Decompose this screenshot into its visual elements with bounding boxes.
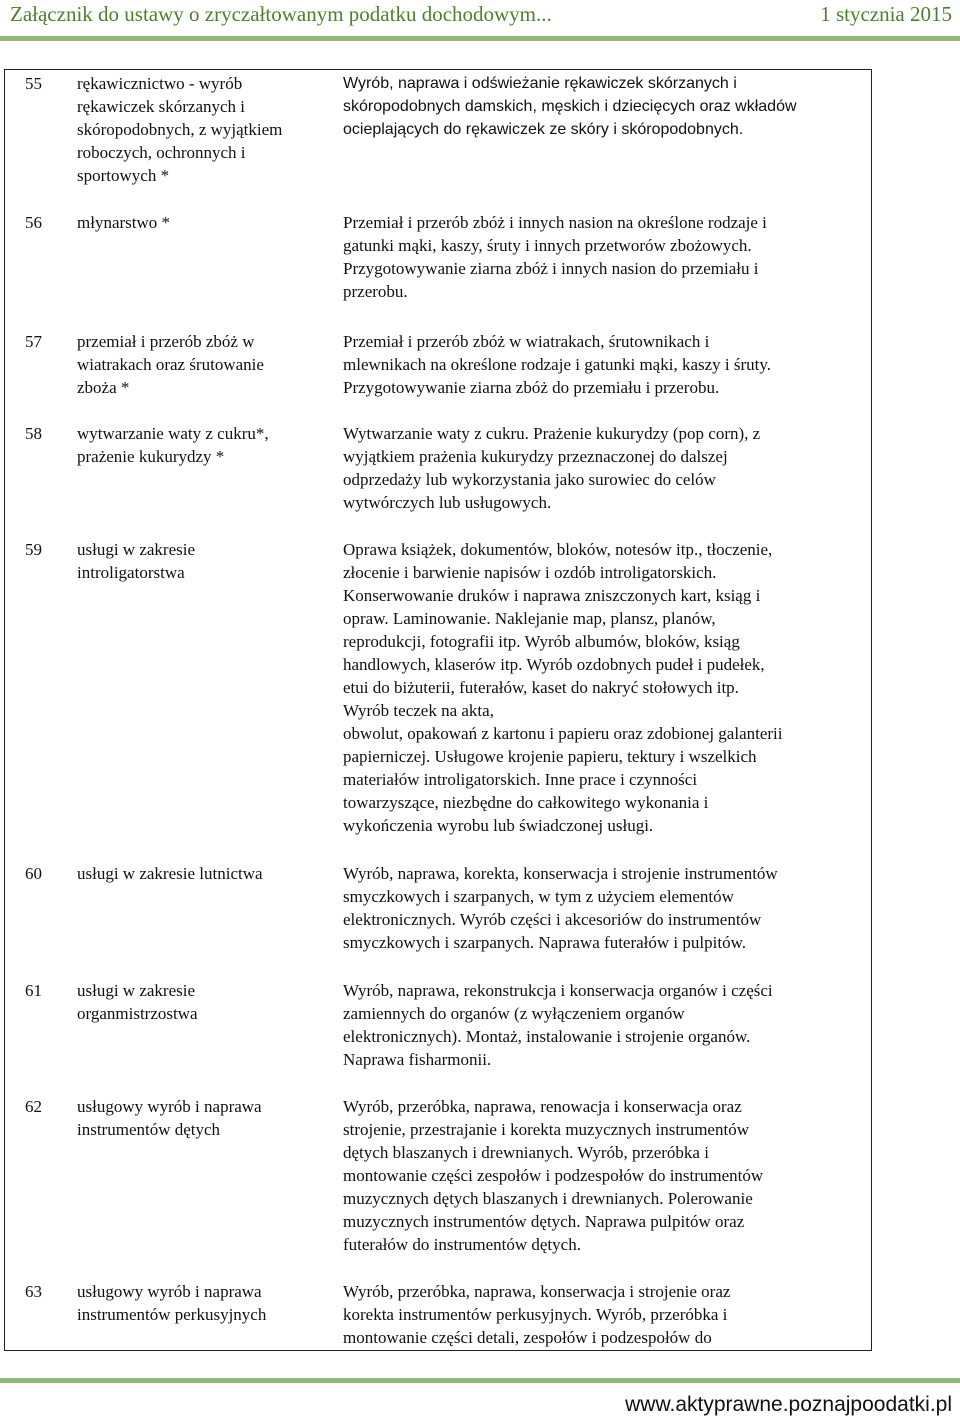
- activity-description: [343, 1280, 869, 1349]
- activity-name: [77, 862, 317, 885]
- row-number: 55: [25, 74, 42, 93]
- description-line: Naprawa fisharmonii.: [343, 1050, 492, 1069]
- document-date: 1 stycznia 2015: [820, 2, 952, 26]
- description-line: korekta instrumentów perkusyjnych. Wyrób, przeróbka i: [343, 1305, 728, 1324]
- description-line: zamiennych do organów (z wyłączeniem organów: [343, 1004, 685, 1023]
- description-line: elektronicznych). Montaż, instalowanie i strojenie organów.: [343, 1027, 751, 1046]
- activity-name: [77, 330, 317, 399]
- activity-name: [77, 422, 317, 468]
- activity-name: [77, 211, 317, 234]
- name-line: usługowy wyrób i naprawa: [77, 1282, 262, 1301]
- activity-description: [343, 330, 869, 399]
- row-number: 61: [25, 981, 42, 1000]
- page-footer: [0, 1378, 960, 1423]
- description-line: reprodukcji, fotografii itp. Wyrób albumów, bloków, ksiąg: [343, 632, 740, 651]
- description-line: futerałów do instrumentów dętych.: [343, 1235, 581, 1254]
- activity-description: [343, 862, 869, 954]
- description-line: montowanie części zespołów i podzespołów do instrumentów: [343, 1166, 764, 1185]
- description-line: strojenie, przestrajanie i korekta muzycznych instrumentów: [343, 1120, 749, 1139]
- name-line: usługi w zakresie: [77, 981, 196, 1000]
- row-number: 62: [25, 1097, 42, 1116]
- activity-description: [343, 72, 869, 141]
- description-line: Przygotowywanie ziarna zbóż i innych nasion do przemiału i: [343, 259, 759, 278]
- activity-description: [343, 538, 869, 837]
- description-line: Wyrób, przeróbka, naprawa, konserwacja i strojenie oraz: [343, 1282, 731, 1301]
- name-line: zboża *: [77, 378, 130, 397]
- row-number: 59: [25, 540, 42, 559]
- document-title: Załącznik do ustawy o zryczałtowanym podatku dochodowym...: [10, 2, 552, 26]
- activity-description: [343, 979, 869, 1071]
- description-line: Przygotowywanie ziarna zbóż do przemiału i przerobu.: [343, 378, 720, 397]
- activity-name: [77, 1095, 317, 1141]
- description-line: muzycznych dętych blaszanych i drewnianych. Polerowanie: [343, 1189, 753, 1208]
- description-line: złocenie i barwienie napisów i ozdób introligatorskich.: [343, 563, 717, 582]
- name-line: sportowych *: [77, 166, 170, 185]
- name-line: introligatorstwa: [77, 563, 185, 582]
- name-line: organmistrzostwa: [77, 1004, 198, 1023]
- name-line: rękawicznictwo - wyrób: [77, 74, 243, 93]
- description-line: wytwórczych lub usługowych.: [343, 493, 552, 512]
- description-line: przerobu.: [343, 282, 408, 301]
- description-line: opraw. Laminowanie. Naklejanie map, plansz, planów,: [343, 609, 716, 628]
- description-line: etui do biżuterii, futerałów, kaset do nakryć stołowych itp.: [343, 678, 739, 697]
- description-line: Wyrób, naprawa, rekonstrukcja i konserwacja organów i części: [343, 981, 773, 1000]
- description-line: elektronicznych. Wyrób części i akcesoriów do instrumentów: [343, 910, 762, 929]
- description-line: papierniczej. Usługowe krojenie papieru, tektury i wszelkich: [343, 747, 757, 766]
- name-line: rękawiczek skórzanych i: [77, 97, 246, 116]
- name-line: przemiał i przerób zbóż w: [77, 332, 255, 351]
- description-line: odprzedaży lub wykorzystania jako surowiec do celów: [343, 470, 716, 489]
- description-line: towarzyszące, niezbędne do całkowitego wykonania i: [343, 793, 709, 812]
- description-line: smyczkowych i szarpanych. Naprawa futerałów i pulpitów.: [343, 933, 746, 952]
- description-line: Przemiał i przerób zbóż w wiatrakach, śrutownikach i: [343, 332, 710, 351]
- description-line: ocieplających do rękawiczek ze skóry i skóropodobnych.: [343, 121, 744, 138]
- name-line: usługowy wyrób i naprawa: [77, 1097, 262, 1116]
- row-number: 60: [25, 864, 42, 883]
- activity-name: [77, 72, 317, 187]
- description-line: Oprawa książek, dokumentów, bloków, notesów itp., tłoczenie,: [343, 540, 773, 559]
- activity-table: [4, 69, 872, 1351]
- description-line: gatunki mąki, kaszy, śruty i innych przetworów zbożowych.: [343, 236, 752, 255]
- activity-name: [77, 979, 317, 1025]
- description-line: muzycznych instrumentów dętych. Naprawa pulpitów oraz: [343, 1212, 745, 1231]
- row-number: 57: [25, 332, 42, 351]
- name-line: skóropodobnych, z wyjątkiem: [77, 120, 283, 139]
- description-line: montowanie części detali, zespołów i podzespołów do: [343, 1328, 712, 1347]
- name-line: roboczych, ochronnych i: [77, 143, 246, 162]
- activity-description: [343, 211, 869, 303]
- name-line: wytwarzanie waty z cukru*,: [77, 424, 269, 443]
- activity-description: [343, 422, 869, 514]
- description-line: Wyrób teczek na akta,: [343, 701, 494, 720]
- description-line: obwolut, opakowań z kartonu i papieru oraz zdobionej galanterii: [343, 724, 783, 743]
- activity-name: [77, 538, 317, 584]
- name-line: wiatrakach oraz śrutowanie: [77, 355, 264, 374]
- name-line: usługi w zakresie: [77, 540, 196, 559]
- description-line: smyczkowych i szarpanych, w tym z użyciem elementów: [343, 887, 734, 906]
- activity-description: [343, 1095, 869, 1256]
- description-line: handlowych, klaserów itp. Wyrób ozdobnych pudeł i pudełek,: [343, 655, 765, 674]
- description-line: wykończenia wyrobu lub świadczonej usługi.: [343, 816, 654, 835]
- row-number: 58: [25, 424, 42, 443]
- description-line: dętych blaszanych i drewnianych. Wyrób, przeróbka i: [343, 1143, 709, 1162]
- description-line: mlewnikach na określone rodzaje i gatunki mąki, kaszy i śruty.: [343, 355, 772, 374]
- description-line: Wyrób, naprawa, korekta, konserwacja i strojenie instrumentów: [343, 864, 778, 883]
- description-line: Konserwowanie druków i naprawa zniszczonych kart, ksiąg i: [343, 586, 761, 605]
- description-line: Wytwarzanie waty z cukru. Prażenie kukurydzy (pop corn), z: [343, 424, 761, 443]
- description-line: Wyrób, naprawa i odświeżanie rękawiczek skórzanych i: [343, 75, 737, 92]
- description-line: wyjątkiem prażenia kukurydzy przeznaczonej do dalszej: [343, 447, 728, 466]
- description-line: materiałów introligatorskich. Inne prace i czynności: [343, 770, 698, 789]
- footer-url: www.aktyprawne.poznajpoodatki.pl: [625, 1393, 952, 1416]
- name-line: instrumentów dętych: [77, 1120, 221, 1139]
- description-line: Wyrób, przeróbka, naprawa, renowacja i konserwacja oraz: [343, 1097, 742, 1116]
- description-line: Przemiał i przerób zbóż i innych nasion na określone rodzaje i: [343, 213, 767, 232]
- row-number: 56: [25, 213, 42, 232]
- name-line: usługi w zakresie lutnictwa: [77, 864, 263, 883]
- name-line: instrumentów perkusyjnych: [77, 1305, 267, 1324]
- name-line: prażenie kukurydzy *: [77, 447, 225, 466]
- row-number: 63: [25, 1282, 42, 1301]
- description-line: skóropodobnych damskich, męskich i dziecięcych oraz wkładów: [343, 98, 797, 115]
- name-line: młynarstwo *: [77, 213, 171, 232]
- activity-name: [77, 1280, 317, 1326]
- page-header: [0, 0, 960, 41]
